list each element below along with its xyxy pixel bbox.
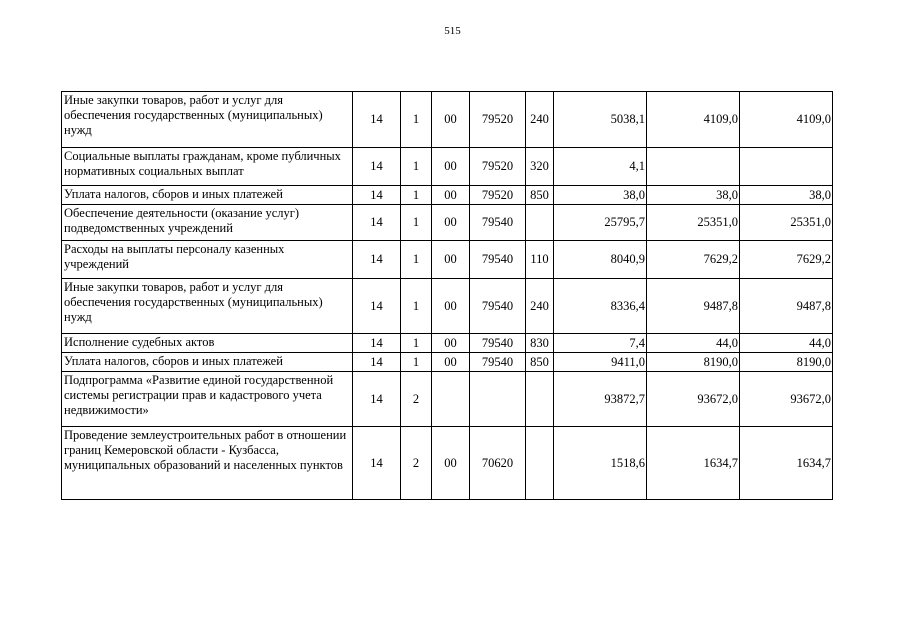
table-row	[62, 186, 833, 205]
amount-year3-cell	[740, 148, 833, 186]
subsection-cell: 1	[401, 186, 432, 205]
subsection-cell: 2	[401, 372, 432, 427]
expense-type-cell: 110	[526, 241, 554, 279]
row-name-cell: Уплата налогов, сборов и иных платежей	[62, 186, 353, 205]
target-article-part1-cell: 00	[432, 92, 470, 148]
table-row	[62, 334, 833, 353]
expense-type-cell	[526, 427, 554, 500]
amount-year1-cell: 5038,1	[554, 92, 647, 148]
table-row	[62, 279, 833, 334]
section-cell: 14	[353, 372, 401, 427]
target-article-part1-cell: 00	[432, 148, 470, 186]
amount-year3-cell: 25351,0	[740, 205, 833, 241]
expense-type-cell: 850	[526, 186, 554, 205]
target-article-part1-cell: 00	[432, 334, 470, 353]
section-cell: 14	[353, 279, 401, 334]
row-name-cell: Расходы на выплаты персоналу казенных учреждений	[62, 241, 353, 279]
target-article-part1-cell: 00	[432, 186, 470, 205]
table-row	[62, 92, 833, 148]
expense-type-cell: 320	[526, 148, 554, 186]
table-row	[62, 427, 833, 500]
amount-year2-cell: 38,0	[647, 186, 740, 205]
subsection-cell: 1	[401, 241, 432, 279]
amount-year2-cell: 7629,2	[647, 241, 740, 279]
subsection-cell: 1	[401, 92, 432, 148]
amount-year1-cell: 7,4	[554, 334, 647, 353]
expense-type-cell: 830	[526, 334, 554, 353]
target-article-part2-cell: 79540	[470, 241, 526, 279]
subsection-cell: 1	[401, 279, 432, 334]
target-article-part2-cell	[470, 372, 526, 427]
target-article-part2-cell: 79540	[470, 205, 526, 241]
subsection-cell: 2	[401, 427, 432, 500]
table-row	[62, 353, 833, 372]
amount-year1-cell: 38,0	[554, 186, 647, 205]
amount-year3-cell: 4109,0	[740, 92, 833, 148]
expense-type-cell: 240	[526, 279, 554, 334]
table-row	[62, 205, 833, 241]
row-name-cell: Подпрограмма «Развитие единой государственной системы регистрации прав и кадастрового учета недвижимости»	[62, 372, 353, 427]
expense-type-cell: 850	[526, 353, 554, 372]
expense-type-cell	[526, 372, 554, 427]
amount-year2-cell: 4109,0	[647, 92, 740, 148]
section-cell: 14	[353, 427, 401, 500]
row-name-cell: Иные закупки товаров, работ и услуг для обеспечения государственных (муниципальных) нужд	[62, 279, 353, 334]
table-row	[62, 372, 833, 427]
amount-year3-cell: 44,0	[740, 334, 833, 353]
amount-year3-cell: 9487,8	[740, 279, 833, 334]
subsection-cell: 1	[401, 205, 432, 241]
table-row	[62, 241, 833, 279]
target-article-part1-cell: 00	[432, 353, 470, 372]
row-name-cell: Исполнение судебных актов	[62, 334, 353, 353]
target-article-part1-cell: 00	[432, 205, 470, 241]
amount-year3-cell: 38,0	[740, 186, 833, 205]
target-article-part1-cell: 00	[432, 427, 470, 500]
amount-year2-cell: 44,0	[647, 334, 740, 353]
target-article-part1-cell: 00	[432, 279, 470, 334]
subsection-cell: 1	[401, 334, 432, 353]
table-body	[62, 92, 833, 500]
amount-year2-cell	[647, 148, 740, 186]
amount-year3-cell: 1634,7	[740, 427, 833, 500]
section-cell: 14	[353, 148, 401, 186]
section-cell: 14	[353, 186, 401, 205]
amount-year2-cell: 25351,0	[647, 205, 740, 241]
section-cell: 14	[353, 241, 401, 279]
amount-year3-cell: 8190,0	[740, 353, 833, 372]
row-name-cell: Обеспечение деятельности (оказание услуг) подведомственных учреждений	[62, 205, 353, 241]
section-cell: 14	[353, 334, 401, 353]
target-article-part1-cell	[432, 372, 470, 427]
target-article-part1-cell: 00	[432, 241, 470, 279]
row-name-cell: Социальные выплаты гражданам, кроме публичных нормативных социальных выплат	[62, 148, 353, 186]
amount-year3-cell: 93672,0	[740, 372, 833, 427]
target-article-part2-cell: 79520	[470, 92, 526, 148]
section-cell: 14	[353, 92, 401, 148]
amount-year1-cell: 1518,6	[554, 427, 647, 500]
amount-year1-cell: 4,1	[554, 148, 647, 186]
target-article-part2-cell: 79540	[470, 334, 526, 353]
amount-year2-cell: 93672,0	[647, 372, 740, 427]
section-cell: 14	[353, 353, 401, 372]
row-name-cell: Уплата налогов, сборов и иных платежей	[62, 353, 353, 372]
expense-type-cell: 240	[526, 92, 554, 148]
target-article-part2-cell: 79520	[470, 186, 526, 205]
amount-year2-cell: 8190,0	[647, 353, 740, 372]
amount-year2-cell: 1634,7	[647, 427, 740, 500]
amount-year1-cell: 8336,4	[554, 279, 647, 334]
subsection-cell: 1	[401, 148, 432, 186]
amount-year2-cell: 9487,8	[647, 279, 740, 334]
budget-table	[61, 91, 833, 500]
expense-type-cell	[526, 205, 554, 241]
section-cell: 14	[353, 205, 401, 241]
amount-year3-cell: 7629,2	[740, 241, 833, 279]
target-article-part2-cell: 79540	[470, 279, 526, 334]
row-name-cell: Иные закупки товаров, работ и услуг для обеспечения государственных (муниципальных) нужд	[62, 92, 353, 148]
subsection-cell: 1	[401, 353, 432, 372]
target-article-part2-cell: 70620	[470, 427, 526, 500]
page-number: 515	[444, 25, 461, 37]
amount-year1-cell: 25795,7	[554, 205, 647, 241]
target-article-part2-cell: 79520	[470, 148, 526, 186]
amount-year1-cell: 9411,0	[554, 353, 647, 372]
amount-year1-cell: 93872,7	[554, 372, 647, 427]
target-article-part2-cell: 79540	[470, 353, 526, 372]
table-row	[62, 148, 833, 186]
row-name-cell: Проведение землеустроительных работ в отношении границ Кемеровской области - Кузбасса, муниципальных образований и населенных пунктов	[62, 427, 353, 500]
amount-year1-cell: 8040,9	[554, 241, 647, 279]
